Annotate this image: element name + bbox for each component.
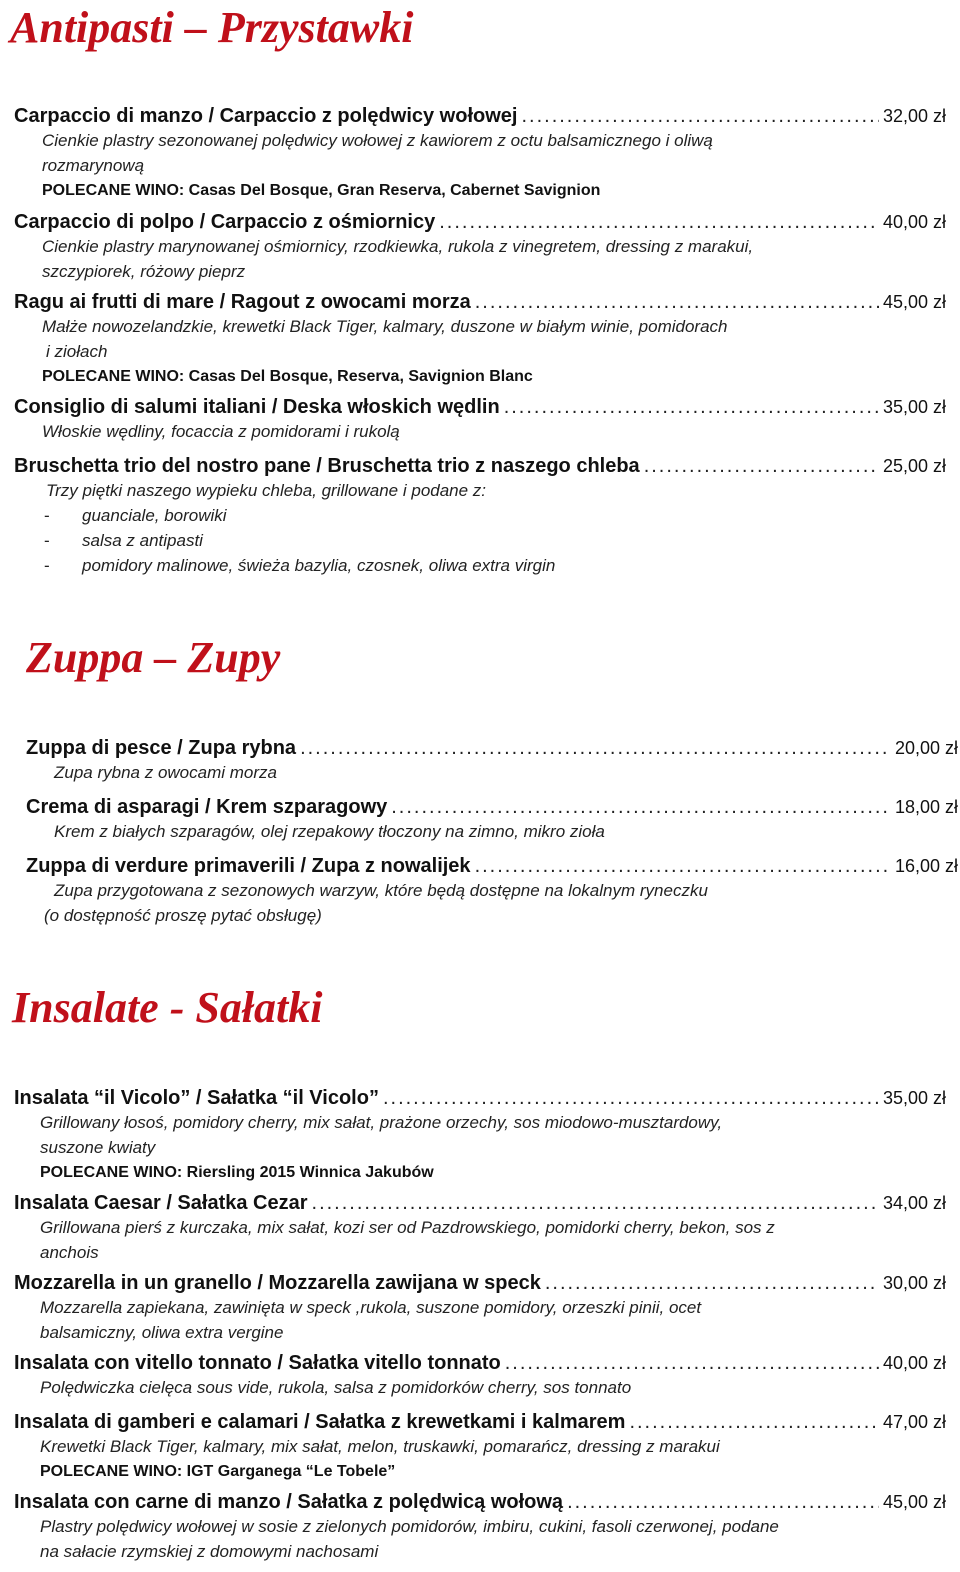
item-row: [14, 1410, 946, 1434]
description-line: Krewetki Black Tiger, kalmary, mix sałat, melon, truskawki, pomarańcz, dressing z marakui: [40, 1437, 720, 1456]
item-price: 40,00 zł: [882, 1353, 946, 1373]
item-price: 35,00 zł: [882, 397, 946, 417]
section-title-insalate: Insalate - Sałatki: [12, 983, 323, 1032]
item-name: Ragu ai frutti di mare / Ragout z owocami morza: [14, 291, 471, 313]
item-row: [14, 1351, 946, 1375]
dot-leader: [439, 210, 879, 234]
item-row: [14, 395, 946, 419]
menu-item-zuppa-verdure: [26, 854, 958, 928]
description-line: Włoskie wędliny, focaccia z pomidorami i rukolą: [42, 422, 400, 441]
item-description: [14, 1110, 946, 1160]
item-name: Carpaccio di manzo / Carpaccio z polędwicy wołowej: [14, 105, 518, 127]
description-line: Cienkie plastry sezonowanej polędwicy wołowej z kawiorem z octu balsamicznego i oliwą: [42, 131, 713, 150]
item-description: [14, 234, 946, 284]
menu-item-zuppa-pesce: [26, 736, 958, 785]
bullet-text: salsa z antipasti: [82, 531, 203, 550]
menu-item-vitello-tonnato: [14, 1351, 946, 1400]
item-price: 45,00 zł: [882, 292, 946, 312]
menu-item-crema-asparagi: [26, 795, 958, 844]
dot-leader: [545, 1271, 879, 1295]
item-description: [26, 878, 958, 928]
item-name: Insalata Caesar / Sałatka Cezar: [14, 1192, 308, 1214]
description-line: na sałacie rzymskiej z domowymi nachosami: [40, 1542, 379, 1561]
description-line: Plastry polędwicy wołowej w sosie z zielonych pomidorów, imbiru, cukini, fasoli czerwonej, podane: [40, 1517, 779, 1536]
bullet-dash: -: [44, 556, 50, 575]
item-price: 20,00 zł: [894, 738, 958, 758]
item-description: [14, 478, 946, 578]
item-description: [14, 314, 946, 364]
bullet-item: [14, 553, 946, 578]
description-line: (o dostępność proszę pytać obsługę): [44, 906, 322, 925]
item-name: Carpaccio di polpo / Carpaccio z ośmiornicy: [14, 211, 436, 233]
item-price: 16,00 zł: [894, 856, 958, 876]
section-title-antipasti: Antipasti – Przystawki: [10, 3, 414, 52]
item-price: 34,00 zł: [882, 1193, 946, 1213]
item-description: [14, 419, 946, 444]
item-row: [14, 210, 946, 234]
dot-leader: [644, 454, 879, 478]
item-name: Insalata “il Vicolo” / Sałatka “il Vicolo”: [14, 1087, 379, 1109]
item-price: 35,00 zł: [882, 1088, 946, 1108]
item-row: [14, 1271, 946, 1295]
item-row: [14, 1191, 946, 1215]
menu-item-salumi: [14, 395, 946, 444]
menu-item-gamberi-calamari: [14, 1410, 946, 1484]
menu-item-carne-manzo: [14, 1490, 946, 1564]
item-name: Crema di asparagi / Krem szparagowy: [26, 796, 388, 818]
item-description: [14, 1295, 946, 1345]
dot-leader: [383, 1086, 879, 1110]
wine-recommendation: POLECANE WINO: IGT Garganega “Le Tobele”: [40, 1463, 396, 1480]
description-line: rozmarynową: [42, 156, 145, 175]
dot-leader: [312, 1191, 879, 1215]
item-description: [14, 1514, 946, 1564]
dot-leader: [567, 1490, 879, 1514]
dot-leader: [391, 795, 891, 819]
description-line: i ziołach: [46, 342, 108, 361]
bullet-item: [14, 528, 946, 553]
item-description: [26, 760, 958, 785]
item-row: [14, 290, 946, 314]
item-name: Bruschetta trio del nostro pane / Bruschetta trio z naszego chleba: [14, 455, 640, 477]
wine-recommendation: POLECANE WINO: Casas Del Bosque, Reserva, Savignion Blanc: [42, 368, 533, 385]
item-name: Mozzarella in un granello / Mozzarella zawijana w speck: [14, 1272, 541, 1294]
description-line: Małże nowozelandzkie, krewetki Black Tiger, kalmary, duszone w białym winie, pomidorach: [42, 317, 728, 336]
section-title-zuppa: Zuppa – Zupy: [26, 633, 281, 682]
item-description: [14, 128, 946, 178]
menu-item-mozzarella: [14, 1271, 946, 1345]
item-row: [14, 454, 946, 478]
item-name: Insalata di gamberi e calamari / Sałatka z krewetkami i kalmarem: [14, 1411, 626, 1433]
dot-leader: [300, 736, 891, 760]
bullet-text: pomidory malinowe, świeża bazylia, czosnek, oliwa extra virgin: [82, 556, 556, 575]
item-price: 18,00 zł: [894, 797, 958, 817]
item-price: 40,00 zł: [882, 212, 946, 232]
description-line: szczypiorek, różowy pieprz: [42, 262, 246, 281]
wine-recommendation: POLECANE WINO: Casas Del Bosque, Gran Reserva, Cabernet Savignion: [42, 182, 601, 199]
description-line: Zupa przygotowana z sezonowych warzyw, które będą dostępne na lokalnym ryneczku: [54, 881, 708, 900]
item-name: Consiglio di salumi italiani / Deska włoskich wędlin: [14, 396, 500, 418]
item-name: Insalata con vitello tonnato / Sałatka vitello tonnato: [14, 1352, 501, 1374]
item-row: [14, 1086, 946, 1110]
item-description: [26, 819, 958, 844]
item-price: 30,00 zł: [882, 1273, 946, 1293]
dot-leader: [475, 290, 879, 314]
bullet-dash: -: [44, 506, 50, 525]
item-row: [26, 795, 958, 819]
item-description: [14, 1375, 946, 1400]
description-line: Trzy piętki naszego wypieku chleba, grillowane i podane z:: [46, 481, 487, 500]
menu-item-carpaccio-manzo: [14, 104, 946, 203]
dot-leader: [629, 1410, 879, 1434]
description-line: Zupa rybna z owocami morza: [54, 763, 277, 782]
bullet-item: [14, 503, 946, 528]
dot-leader: [504, 395, 879, 419]
item-price: 25,00 zł: [882, 456, 946, 476]
dot-leader: [505, 1351, 879, 1375]
description-line: suszone kwiaty: [40, 1138, 156, 1157]
wine-recommendation: POLECANE WINO: Riersling 2015 Winnica Jakubów: [40, 1164, 434, 1181]
item-price: 45,00 zł: [882, 1492, 946, 1512]
item-row: [26, 854, 958, 878]
description-line: Polędwiczka cielęca sous vide, rukola, salsa z pomidorków cherry, sos tonnato: [40, 1378, 632, 1397]
item-row: [14, 104, 946, 128]
menu-item-bruschetta: [14, 454, 946, 578]
item-description: [14, 1215, 946, 1265]
bullet-text: guanciale, borowiki: [82, 506, 227, 525]
item-description: [14, 1434, 946, 1459]
menu-item-ragu: [14, 290, 946, 389]
item-row: [14, 1490, 946, 1514]
menu-item-insalata-vicolo: [14, 1086, 946, 1185]
description-line: Mozzarella zapiekana, zawinięta w speck ,rukola, suszone pomidory, orzeszki pinii, ocet: [40, 1298, 702, 1317]
menu-item-carpaccio-polpo: [14, 210, 946, 284]
menu-item-insalata-caesar: [14, 1191, 946, 1265]
description-line: Krem z białych szparagów, olej rzepakowy tłoczony na zimno, mikro zioła: [54, 822, 605, 841]
description-line: Grillowany łosoś, pomidory cherry, mix sałat, prażone orzechy, sos miodowo-musztardowy,: [40, 1113, 723, 1132]
dot-leader: [475, 854, 891, 878]
description-line: anchois: [40, 1243, 99, 1262]
item-name: Insalata con carne di manzo / Sałatka z polędwicą wołową: [14, 1491, 564, 1513]
dot-leader: [521, 104, 878, 128]
item-name: Zuppa di verdure primaverili / Zupa z nowalijek: [26, 855, 471, 877]
description-line: balsamiczny, oliwa extra vergine: [40, 1323, 284, 1342]
bullet-dash: -: [44, 531, 50, 550]
item-name: Zuppa di pesce / Zupa rybna: [26, 737, 297, 759]
item-price: 47,00 zł: [882, 1412, 946, 1432]
item-row: [26, 736, 958, 760]
item-price: 32,00 zł: [882, 106, 946, 126]
description-line: Grillowana pierś z kurczaka, mix sałat, kozi ser od Pazdrowskiego, pomidorki cherry, bekon, sos z: [40, 1218, 775, 1237]
description-line: Cienkie plastry marynowanej ośmiornicy, rzodkiewka, rukola z vinegretem, dressing z marakui,: [42, 237, 754, 256]
